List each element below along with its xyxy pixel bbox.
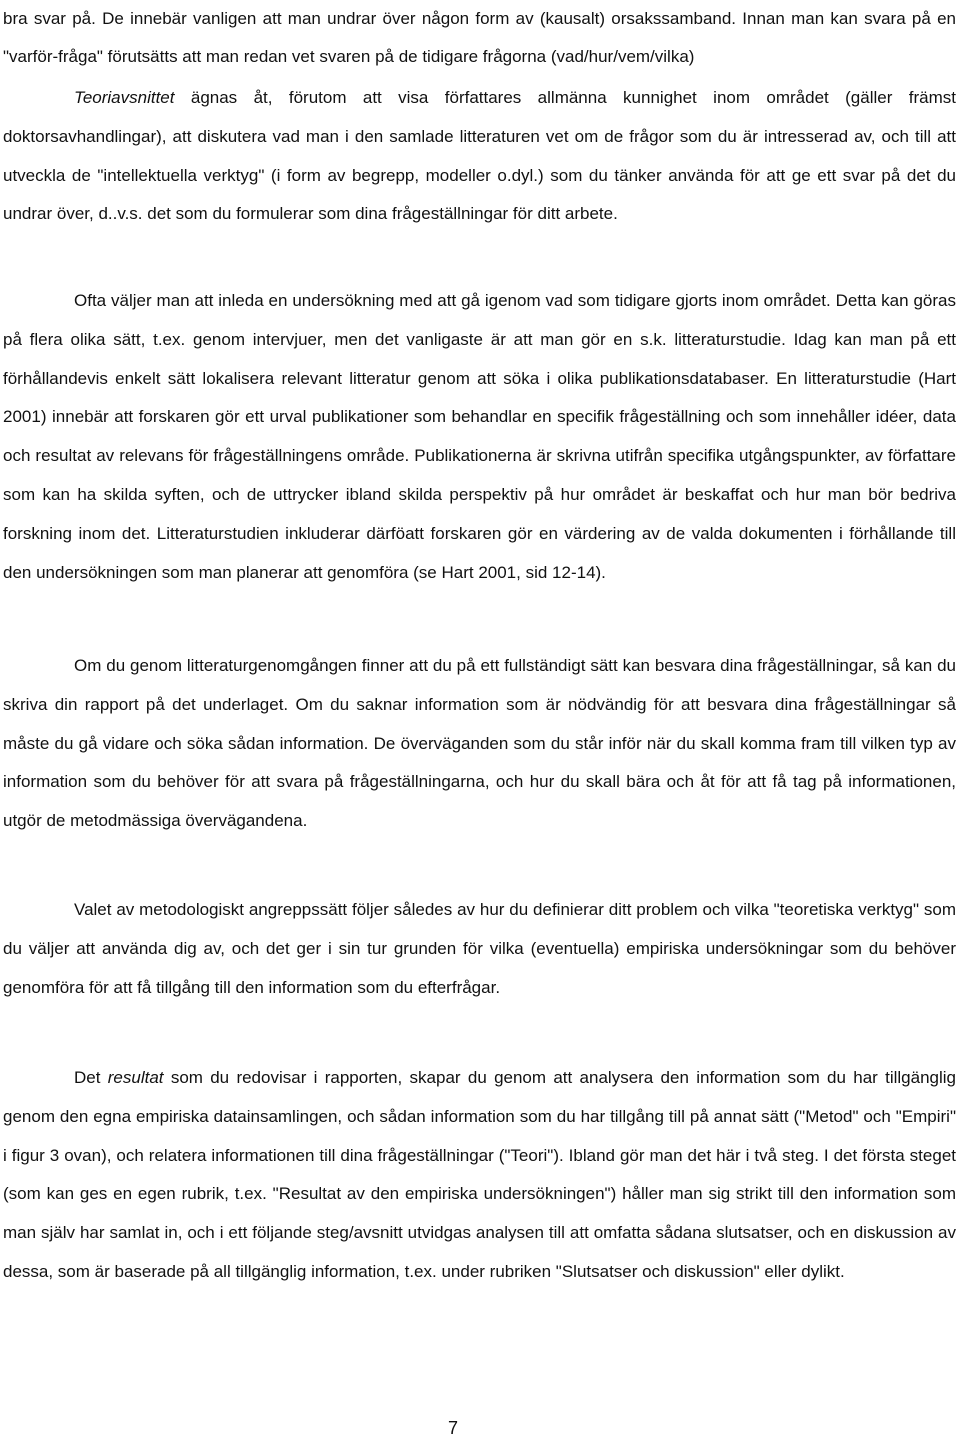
paragraph-results [3,1059,956,1292]
paragraph-theory-section [3,79,956,234]
paragraph-literature-study: Ofta väljer man att inleda en undersökning med att gå igenom vad som tidigare gjorts inom området. Detta kan göras på flera olika sätt, t.ex. genom intervjuer, men det vanligaste är att man gör en s.k. litteraturstudie. Idag kan man på ett förhållandevis enkelt sätt lokalisera relevant litteratur genom att söka i olika publikationsdatabaser. En litteraturstudie (Hart 2001) innebär att forskaren gör ett urval publikationer som behandlar en specifik frågeställning och som innehåller idéer, data och resultat av relevans för frågeställningens område. Publikationerna är skrivna utifrån specifika utgångspunkter, av författare som kan ha skilda syften, och de uttrycker ibland skilda perspektiv på hur området är beskaffat och hur man bör bedriva forskning inom det. Litteraturstudien inkluderar därföatt forskaren gör en värdering av de valda dokumenten i förhållande till den undersökningen som man planerar att genomföra (se Hart 2001, sid 12-14). [3,291,956,582]
paragraph-theory-text: ägnas åt, förutom att visa författares allmänna kunnighet inom området (gäller främst doktorsavhandlingar), att diskutera vad man i den samlade litteraturen vet om de frågor som du är intresserad av, och till att utveckla de "intellektuella verktyg" (i form av begrepp, modeller o.dyl.) som du tänker använda för att ge ett svar på det du undrar över, d..v.s. det som du formulerar som dina frågeställningar för ditt arbete. [3,88,956,224]
page-number: 7 [447,1418,458,1438]
paragraph-method-choice: Valet av metodologiskt angreppssätt följer således av hur du definierar ditt problem och vilka "teoretiska verktyg" som du väljer att använda dig av, och det ger i sin tur grunden för vilka (eventuella) empiriska undersökningar som du behöver genomföra för att få tillgång till den information som du efterfrågar. [3,900,956,997]
paragraph-method-considerations: Om du genom litteraturgenomgången finner att du på ett fullständigt sätt kan besvara dina frågeställningar, så kan du skriva din rapport på det underlaget. Om du saknar information som är nödvändig för att besvara dina frågeställningar så måste du gå vidare och söka sådan information. De överväganden som du står inför när du skall komma fram till vilken typ av information som du behöver för att svara på frågeställningarna, och hur du skall bära och åt för att få tag på informationen, utgör de metodmässiga övervägandena. [3,656,956,831]
emphasis-results: resultat [107,1068,164,1087]
paragraph-results-text: som du redovisar i rapporten, skapar du genom att analysera den information som du har tillgänglig genom den egna empiriska datainsamlingen, och sådan information som du har tillgång till på annat sätt ("Metod" och "Empiri" i figur 3 ovan), och relatera informationen till dina frågeställningar ("Teori"). Ibland gör man det här i två steg. I det första steget (som kan ges en egen rubrik, t.ex. "Resultat av den empiriska undersökningen") håller man sig strikt till den information som man själv har samlat in, och i ett följande steg/avsnitt utvidgas analysen till att omfatta sådana slutsatser, och en diskussion av dessa, som är baserade på all tillgänglig information, t.ex. under rubriken "Slutsatser och diskussion" eller dylikt. [3,1068,956,1281]
paragraph-results-start: Det [74,1068,108,1087]
emphasis-theory-section: Teoriavsnittet [74,88,175,107]
paragraph-continuation: bra svar på. De innebär vanligen att man undrar över någon form av (kausalt) orsakssamband. Innan man kan svara på en "varför-fråga" förutsätts att man redan vet svaren på de tidigare frågorna (vad/hur/vem/vilka) [3,9,956,66]
